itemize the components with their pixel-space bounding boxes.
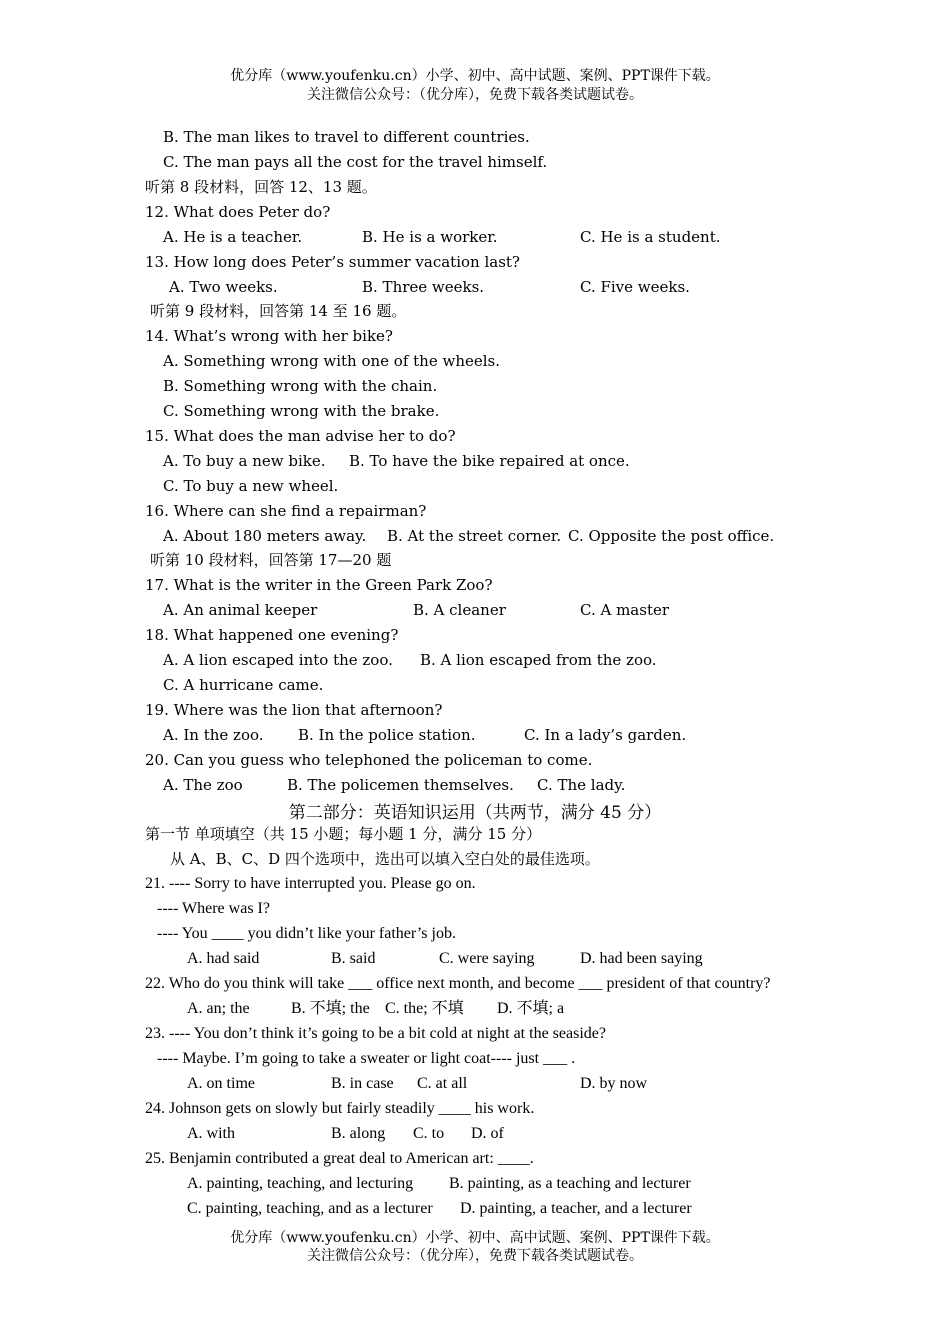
section-10-heading: 听第 10 段材料，回答第 17—20 题 (150, 551, 392, 569)
footer-line-1: 优分库（www.youfenku.cn）小学、初中、高中试题、案例、PPT课件下载。 (230, 1230, 720, 1246)
q24-option-c: C. to (413, 1125, 445, 1142)
q21-question: 21. ---- Sorry to have interrupted you. Please go on. (145, 875, 476, 892)
q16-option-b: B. At the street corner. (387, 527, 562, 545)
q14-question: 14. What’s wrong with her bike? (145, 327, 393, 345)
q25-option-d: D. painting, a teacher, and a lecturer (460, 1200, 692, 1217)
q16-option-a: A. About 180 meters away. (163, 527, 367, 545)
q19-option-b: B. In the police station. (298, 726, 476, 744)
q22-option-d: D. 不填; a (497, 1000, 565, 1017)
q22-option-a: A. an; the (187, 1000, 250, 1017)
footer-line-2: 关注微信公众号：（优分库），免费下载各类试题试卷。 (307, 1248, 643, 1264)
q17-option-c: C. A master (580, 601, 670, 619)
q25-option-b: B. painting, as a teaching and lecturer (449, 1175, 691, 1192)
q23-option-c: C. at all (417, 1075, 468, 1092)
q18-question: 18. What happened one evening? (145, 626, 399, 644)
q22-question: 22. Who do you think will take ___ office next month, and become ___ president of that country? (145, 975, 771, 992)
q21-option-d: D. had been saying (580, 950, 703, 967)
q20-question: 20. Can you guess who telephoned the policeman to come. (145, 751, 593, 769)
q24-question: 24. Johnson gets on slowly but fairly steadily ____ his work. (145, 1100, 535, 1117)
q21-option-b: B. said (331, 950, 376, 967)
q20-option-b: B. The policemen themselves. (287, 776, 514, 794)
q23-option-a: A. on time (187, 1075, 255, 1092)
q20-option-c: C. The lady. (537, 776, 626, 794)
q22-option-b: B. 不填; the (291, 1000, 370, 1017)
part-2-heading: 第二部分：英语知识运用（共两节，满分 45 分） (288, 803, 662, 823)
q23-line-2: ---- Maybe. I’m going to take a sweater or light coat---- just ___ . (157, 1050, 576, 1067)
part-2-section-1-heading: 第一节 单项填空（共 15 小题；每小题 1 分，满分 15 分） (145, 825, 542, 843)
q24-option-b: B. along (331, 1125, 386, 1142)
q19-option-a: A. In the zoo. (163, 726, 264, 744)
q12-option-b: B. He is a worker. (362, 228, 498, 246)
q24-option-a: A. with (187, 1125, 235, 1142)
q14-option-c: C. Something wrong with the brake. (163, 402, 440, 420)
q19-question: 19. Where was the lion that afternoon? (145, 701, 443, 719)
q25-question: 25. Benjamin contributed a great deal to American art: ____. (145, 1150, 534, 1167)
q14-option-b: B. Something wrong with the chain. (163, 377, 438, 395)
q23-option-d: D. by now (580, 1075, 648, 1092)
q23-question: 23. ---- You don’t think it’s going to be a bit cold at night at the seaside? (145, 1025, 606, 1042)
section-8-heading: 听第 8 段材料，回答 12、13 题。 (145, 178, 377, 196)
q11-option-b: B. The man likes to travel to different countries. (163, 128, 530, 146)
q13-option-b: B. Three weeks. (362, 278, 485, 296)
q14-option-a: A. Something wrong with one of the wheels. (163, 352, 500, 370)
q24-option-d: D. of (471, 1125, 504, 1142)
q25-option-a: A. painting, teaching, and lecturing (187, 1175, 414, 1192)
q18-option-a: A. A lion escaped into the zoo. (163, 651, 393, 669)
q11-option-c: C. The man pays all the cost for the travel himself. (163, 153, 548, 171)
q18-option-b: B. A lion escaped from the zoo. (420, 651, 657, 669)
q15-option-c: C. To buy a new wheel. (163, 477, 339, 495)
q13-question: 13. How long does Peter’s summer vacation last? (145, 253, 520, 271)
q17-option-a: A. An animal keeper (163, 601, 318, 619)
q23-option-b: B. in case (331, 1075, 394, 1092)
q16-option-c: C. Opposite the post office. (568, 527, 775, 545)
q13-option-c: C. Five weeks. (580, 278, 690, 296)
header-line-1: 优分库（www.youfenku.cn）小学、初中、高中试题、案例、PPT课件下载。 (230, 68, 720, 84)
q18-option-c: C. A hurricane came. (163, 676, 324, 694)
q21-option-c: C. were saying (439, 950, 535, 967)
q12-option-c: C. He is a student. (580, 228, 721, 246)
q17-question: 17. What is the writer in the Green Park Zoo? (145, 576, 493, 594)
part-2-instructions: 从 A、B、C、D 四个选项中，选出可以填入空白处的最佳选项。 (170, 850, 600, 868)
q12-option-a: A. He is a teacher. (163, 228, 303, 246)
q21-line-2: ---- Where was I? (157, 900, 270, 917)
q16-question: 16. Where can she find a repairman? (145, 502, 427, 520)
q15-option-a: A. To buy a new bike. (163, 452, 326, 470)
q19-option-c: C. In a lady’s garden. (524, 726, 687, 744)
q20-option-a: A. The zoo (163, 776, 243, 794)
q17-option-b: B. A cleaner (413, 601, 506, 619)
section-9-heading: 听第 9 段材料，回答第 14 至 16 题。 (150, 302, 407, 320)
q21-option-a: A. had said (187, 950, 260, 967)
q12-question: 12. What does Peter do? (145, 203, 331, 221)
q15-option-b: B. To have the bike repaired at once. (349, 452, 630, 470)
q13-option-a: A. Two weeks. (169, 278, 278, 296)
q21-line-3: ---- You ____ you didn’t like your father’s job. (157, 925, 456, 942)
header-line-2: 关注微信公众号：（优分库），免费下载各类试题试卷。 (307, 87, 643, 103)
q25-option-c: C. painting, teaching, and as a lecturer (187, 1200, 433, 1217)
q22-option-c: C. the; 不填 (385, 1000, 464, 1017)
q15-question: 15. What does the man advise her to do? (145, 427, 456, 445)
